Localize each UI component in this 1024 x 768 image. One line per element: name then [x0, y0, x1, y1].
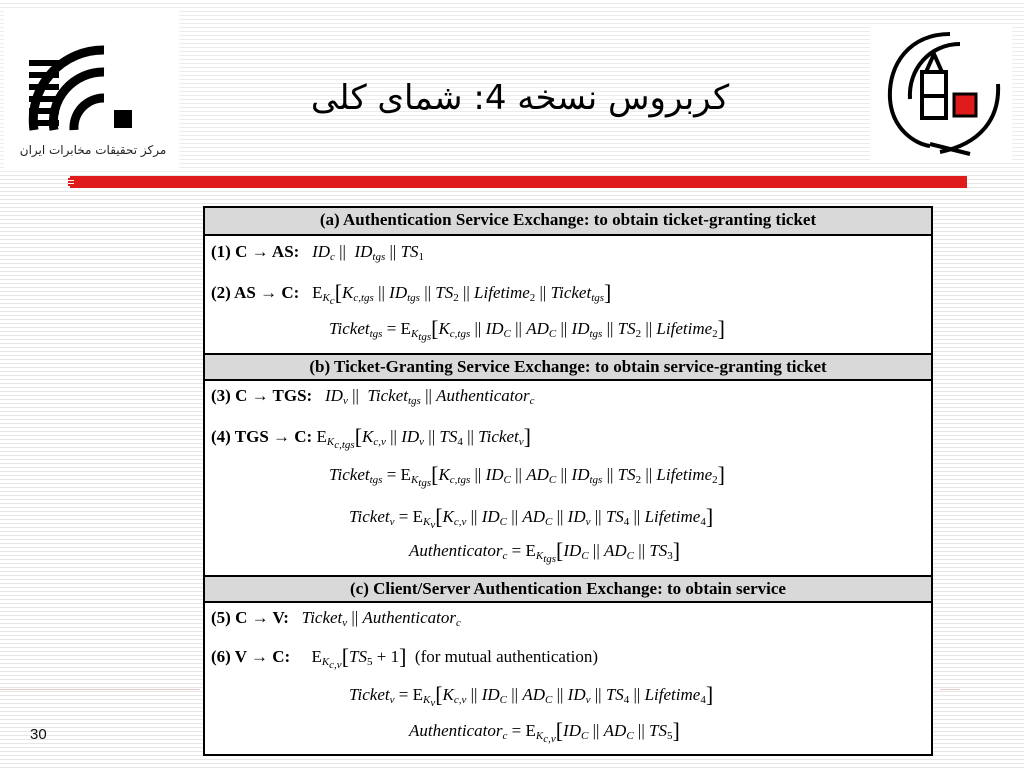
section-c-heading: (c) Client/Server Authentication Exchange: to obtain service — [205, 575, 931, 603]
divider-line-right — [940, 689, 960, 690]
table-line: (2) AS → C: $E_{K_c}[K_{c,tgs}$ || $ID_{tgs}$ || $TS_2$ || Lifetime$_2$ || Ticket$_{tgs}$] — [211, 280, 612, 307]
table-line: Authenticator$_c$ = $E_{K_{c,v}}[ID_C$ || $AD_C$ || $TS_5$] — [409, 718, 680, 745]
ict-logo — [870, 24, 1012, 160]
org-name: مرکز تحقیقات مخابرات ایران — [19, 143, 167, 157]
table-line: (1) C → AS: $ID_c$ || $ID_{tgs}$ || $TS_1$ — [211, 242, 425, 263]
table-line: Ticket$_{tgs}$ = $E_{K_{tgs}}[K_{c,tgs}$ || $ID_C$ || $AD_C$ || $ID_{tgs}$ || $TS_2$ || Lifetime$_2$] — [329, 316, 725, 343]
itrc-logo-icon — [4, 10, 179, 150]
table-line: Ticket$_v$ = $E_{K_v}[K_{c,v}$ || $ID_C$ || $AD_C$ || $ID_v$ || $TS_4$ || Lifetime$_4$] — [349, 504, 714, 531]
section-b-heading: (b) Ticket-Granting Service Exchange: to obtain service-granting ticket — [205, 353, 931, 381]
kerberos-table — [203, 206, 933, 756]
table-line: (3) C → TGS: $ID_v$ || Ticket$_{tgs}$ || Authenticator$_c$ — [211, 386, 535, 407]
accent-bar-stub — [68, 178, 74, 186]
page-number: 30 — [30, 726, 47, 743]
table-line: Ticket$_{tgs}$ = $E_{K_{tgs}}[K_{c,tgs}$ || $ID_C$ || $AD_C$ || $ID_{tgs}$ || $TS_2$ || Lifetime$_2$] — [329, 462, 725, 489]
ict-logo-icon — [870, 24, 1012, 160]
divider-line — [0, 689, 200, 690]
page-title: کربروس نسخه 4: شمای کلی — [310, 78, 730, 118]
table-line: (4) TGS → C: $E_{K_{c,tgs}}[K_{c,v}$ || $ID_v$ || $TS_4$ || Ticket$_v$] — [211, 424, 531, 451]
table-line: (6) V → C: $E_{K_{c,v}}[TS_5 + 1]$ (for mutual authentication) — [211, 644, 599, 671]
table-line: Authenticator$_c$ = $E_{K_{tgs}}[ID_C$ || $AD_C$ || $TS_3$] — [409, 538, 681, 565]
table-line: (5) C → V: Ticket$_v$ || Authenticator$_c$ — [211, 608, 461, 629]
accent-bar — [70, 176, 967, 188]
section-a-heading: (a) Authentication Service Exchange: to obtain ticket-granting ticket — [205, 208, 931, 236]
table-line: Ticket$_v$ = $E_{K_v}[K_{c,v}$ || $ID_C$ || $AD_C$ || $ID_v$ || $TS_4$ || Lifetime$_4$] — [349, 682, 714, 709]
